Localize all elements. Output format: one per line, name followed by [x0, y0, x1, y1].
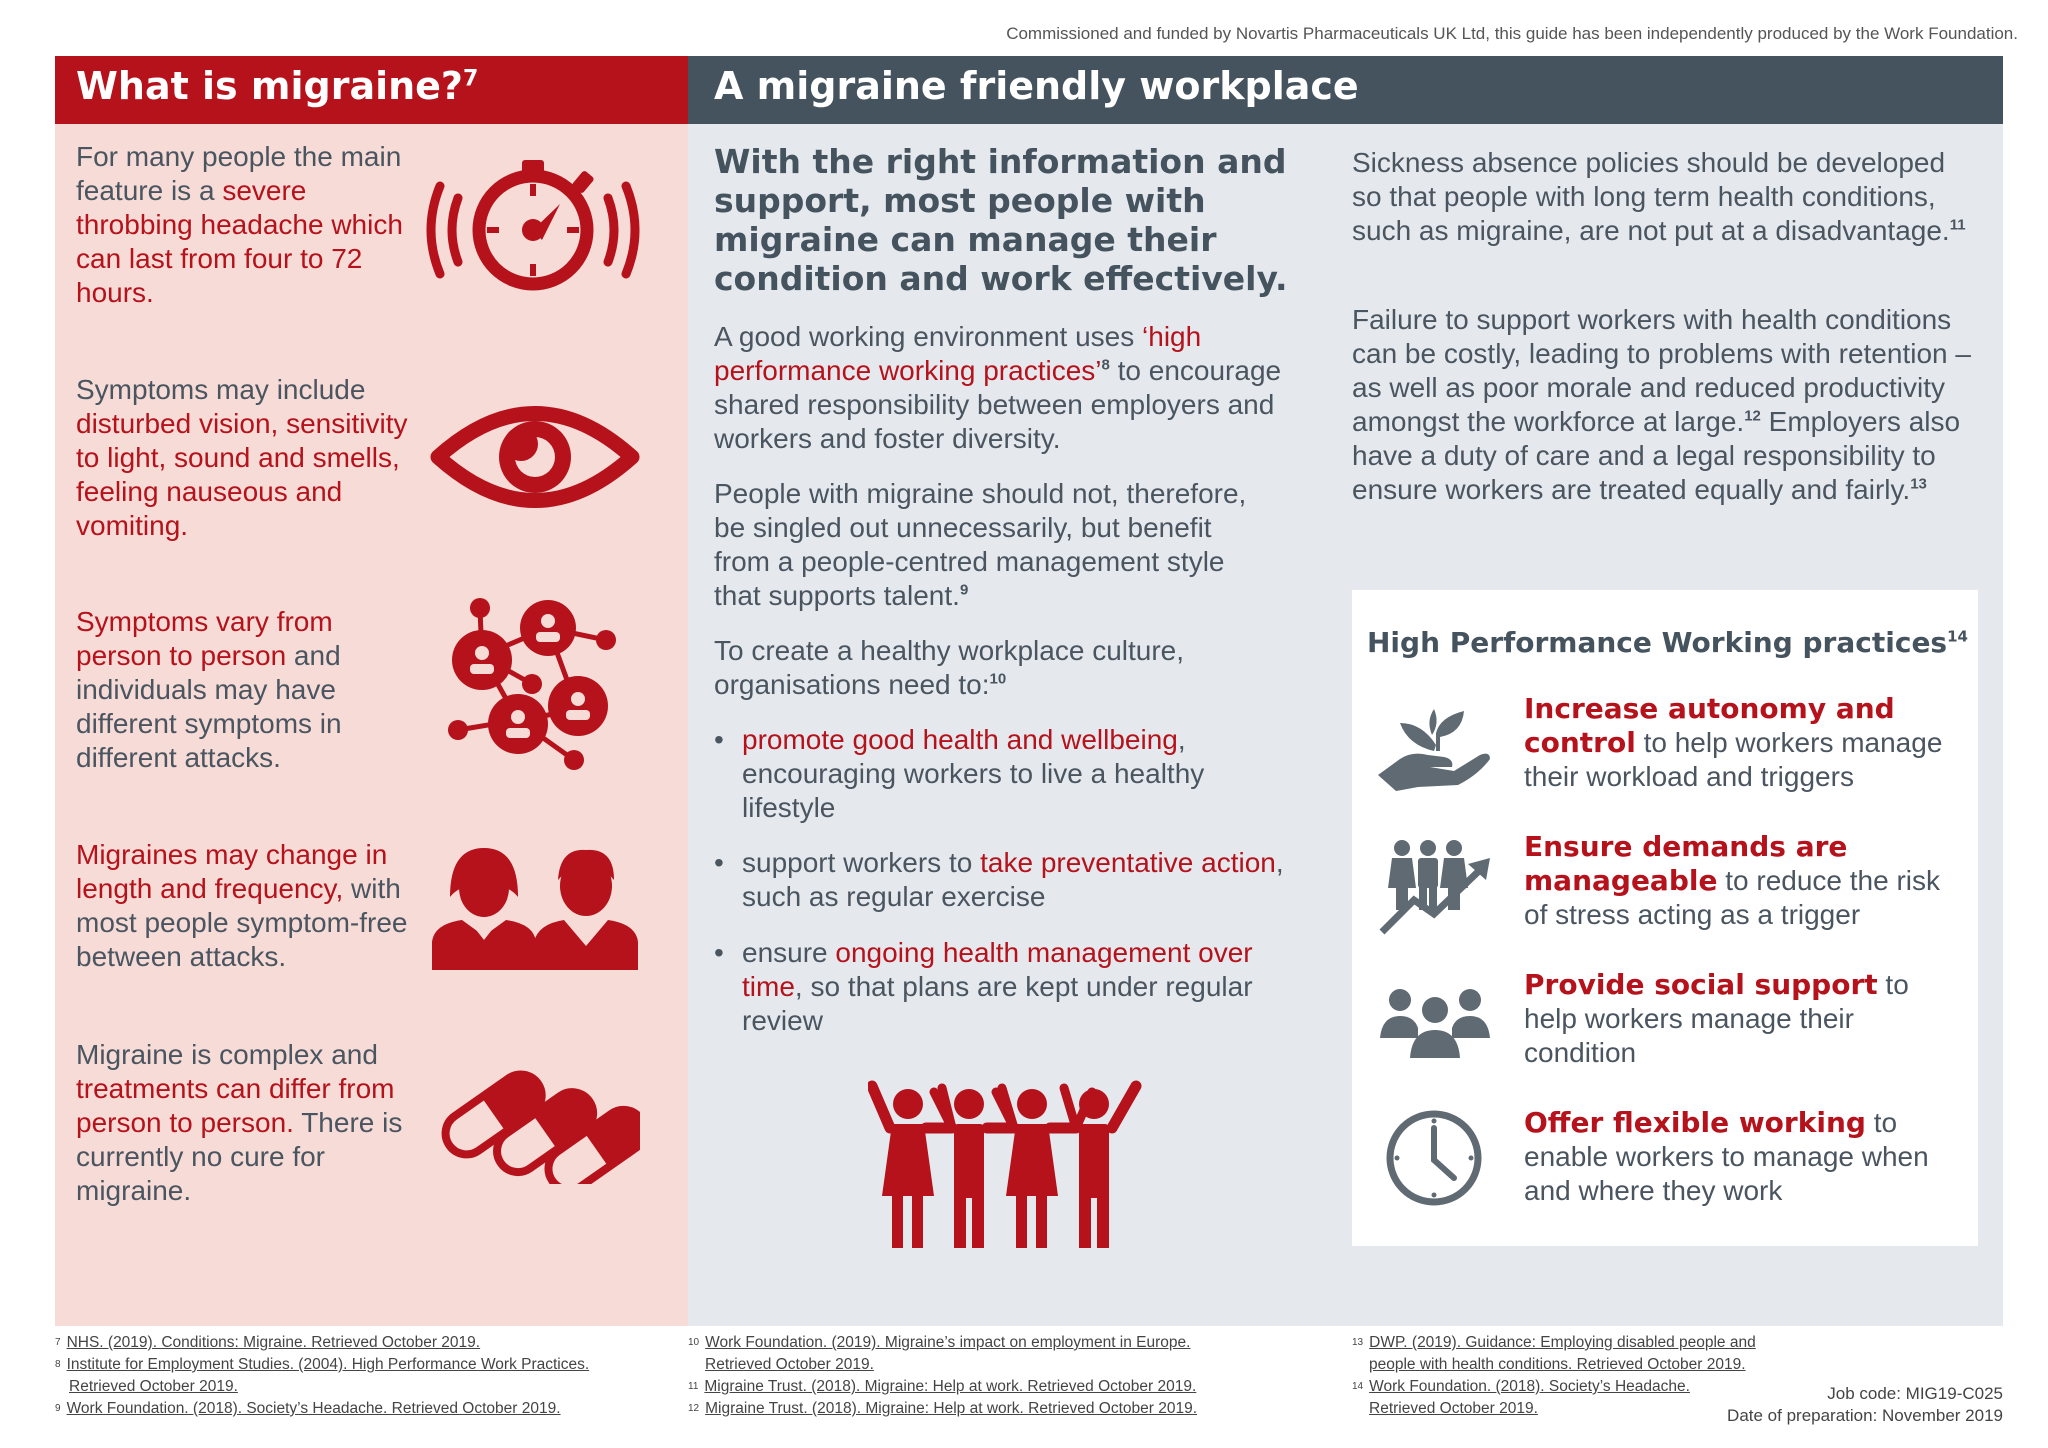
hpw-title: High Performance Working practices$^{14}$: [1367, 626, 1968, 659]
job-code: Job code: MIG19-C025: [1827, 1384, 2003, 1403]
pills-icon: [430, 1048, 640, 1184]
people-growth-icon: [1378, 838, 1492, 936]
hpw-item: Provide social support to help workers manage their condition: [1524, 968, 1909, 1068]
paragraph-hpwp: A good working environment uses ‘high performance working practices’$^8$ to encourage shared responsibility between employers and workers and foster diversity.: [714, 321, 1282, 454]
reference-item[interactable]: $^{12}$ Migraine Trust. (2018). Migraine: Help at work. Retrieved October 2019.: [688, 1400, 1198, 1417]
stopwatch-icon: [418, 158, 648, 298]
left-block-2: Symptoms may include disturbed vision, sensitivity to light, sound and smells, feeling nauseous and vomiting.: [76, 374, 408, 541]
references-col-1: [55, 1332, 695, 1420]
bullet-dot: •: [714, 724, 724, 755]
date-of-preparation: Date of preparation: November 2019: [1727, 1406, 2003, 1425]
paragraph-healthy-culture: To create a healthy workplace culture, organisations need to:$^{10}$: [714, 635, 1185, 700]
reference-item[interactable]: $^9$ Work Foundation. (2018). Society’s Headache. Retrieved October 2019.: [55, 1400, 561, 1417]
bullet-dot: •: [714, 847, 724, 878]
paragraph-sickness-absence: Sickness absence policies should be developed so that people with long term health conditions, such as migraine, are not put at a disadvantage.$^{11}$: [1352, 147, 1966, 246]
references-col-2: [688, 1332, 1348, 1420]
eye-icon: [430, 398, 640, 516]
tagline: With the right information and support, most people with migraine can manage their condition and work effectively.: [714, 142, 1288, 298]
bullet-item: • promote good health and wellbeing, encouraging workers to live a healthy lifestyle: [714, 724, 1205, 823]
reference-item[interactable]: $^7$ NHS. (2019). Conditions: Migraine. Retrieved October 2019.: [55, 1334, 481, 1351]
clock-icon: [1384, 1108, 1484, 1208]
network-people-icon: [448, 598, 618, 770]
hpw-item: Ensure demands are manageable to reduce the risk of stress acting as a trigger: [1524, 830, 1941, 930]
paragraph-singled-out: People with migraine should not, therefore, be singled out unnecessarily, but benefit from a people-centred management style that supports talent.$^9$: [714, 478, 1247, 611]
hpw-item: Increase autonomy and control to help workers manage their workload and triggers: [1524, 692, 1943, 792]
reference-item-continued[interactable]: Retrieved October 2019.: [69, 1378, 238, 1395]
job-info: [1727, 1383, 2003, 1427]
reference-item-continued[interactable]: Retrieved October 2019.: [705, 1356, 874, 1373]
left-title: What is migraine?$^7$: [76, 64, 479, 108]
two-people-icon: [430, 842, 640, 970]
hpw-item: Offer flexible working to enable workers to manage when and where they work: [1524, 1106, 1929, 1206]
reference-item[interactable]: $^{10}$ Work Foundation. (2019). Migraine’s impact on employment in Europe.: [688, 1334, 1191, 1351]
bullet-dot: •: [714, 937, 724, 968]
paragraph-failure-to-support: Failure to support workers with health conditions can be costly, leading to problems with retention – as well as poor morale and reduced productivity amongst the workforce at large.$^{12}$ Employers also have a duty of care and a legal responsibility to ensure workers are treated equally and fairly.$^{13}$: [1352, 304, 1971, 505]
commission-note: Commissioned and funded by Novartis Pharmaceuticals UK Ltd, this guide has been independently produced by the Work Foundation.: [1006, 24, 2018, 43]
left-block-5: Migraine is complex and treatments can differ from person to person. There is currently no cure for migraine.: [76, 1039, 403, 1206]
group-icon: [1378, 986, 1492, 1058]
right-title: A migraine friendly workplace: [714, 64, 1359, 108]
reference-item[interactable]: $^{14}$ Work Foundation. (2018). Society’s Headache.: [1352, 1378, 1690, 1395]
reference-item[interactable]: $^8$ Institute for Employment Studies. (2004). High Performance Work Practices.: [55, 1356, 590, 1373]
reference-item-continued[interactable]: Retrieved October 2019.: [1369, 1400, 1538, 1417]
reference-item[interactable]: $^{13}$ DWP. (2019). Guidance: Employing disabled people and: [1352, 1334, 1756, 1351]
celebrating-people-icon: [868, 1080, 1142, 1248]
reference-item-continued[interactable]: people with health conditions. Retrieved October 2019.: [1369, 1356, 1746, 1373]
left-block-1: For many people the main feature is a severe throbbing headache which can last from four to 72 hours.: [76, 141, 403, 308]
hand-plant-icon: [1378, 705, 1492, 791]
left-block-3: Symptoms vary from person to person and individuals may have different symptoms in different attacks.: [76, 606, 342, 773]
bullet-item: • support workers to take preventative action, such as regular exercise: [714, 847, 1284, 912]
reference-item[interactable]: $^{11}$ Migraine Trust. (2018). Migraine: Help at work. Retrieved October 2019.: [688, 1378, 1197, 1395]
bullet-item: • ensure ongoing health management over time, so that plans are kept under regular review: [714, 937, 1253, 1036]
left-block-4: Migraines may change in length and frequency, with most people symptom-free between attacks.: [76, 839, 408, 972]
